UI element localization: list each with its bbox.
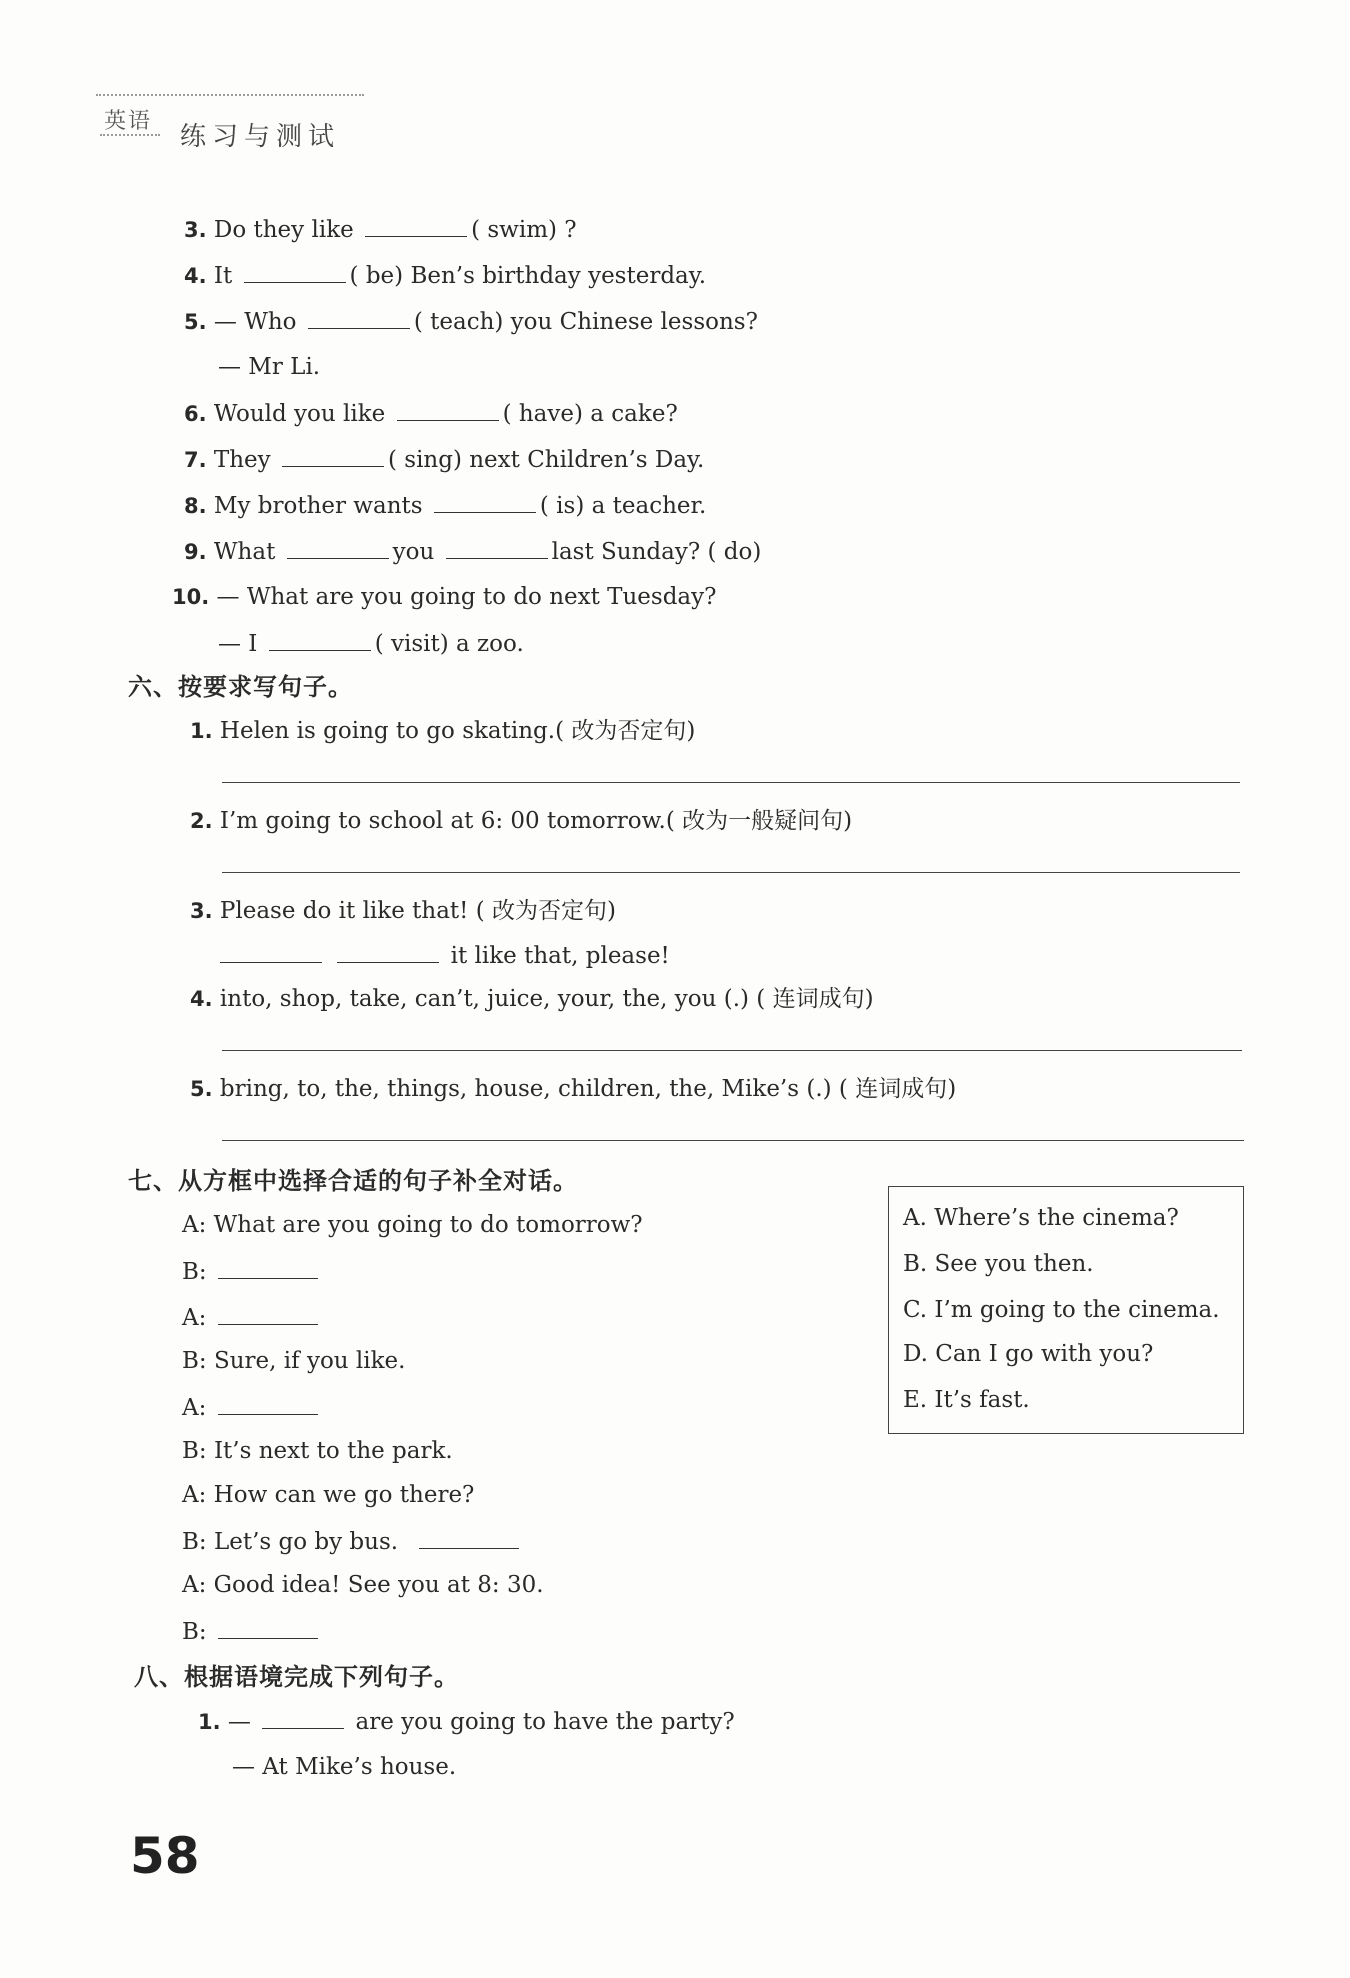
exercise-item: 8. My brother wants ( is) a teacher. bbox=[184, 490, 706, 521]
option-b: B. See you then. bbox=[903, 1251, 1094, 1277]
header-divider bbox=[96, 94, 364, 96]
dialog-line: A: How can we go there? bbox=[182, 1482, 475, 1508]
answer-blank[interactable] bbox=[365, 214, 467, 237]
exercise-item: 7. They ( sing) next Children’s Day. bbox=[184, 444, 704, 475]
options-box bbox=[888, 1186, 1244, 1434]
exercise-item: 9. What you last Sunday? ( do) bbox=[184, 536, 761, 567]
answer-line[interactable] bbox=[222, 872, 1240, 873]
answer-blank[interactable] bbox=[282, 444, 384, 467]
subject-tag: 英语 bbox=[104, 109, 153, 134]
exercise-item: 1. Helen is going to go skating.( 改为否定句) bbox=[190, 718, 696, 744]
answer-blank[interactable] bbox=[308, 306, 410, 329]
exercise-item: 3. Please do it like that! ( 改为否定句) bbox=[190, 898, 616, 924]
exercise-answer: — At Mike’s house. bbox=[232, 1754, 457, 1780]
subject-tag-underline bbox=[100, 134, 160, 136]
answer-blank[interactable] bbox=[269, 628, 371, 651]
exercise-item: 5. bring, to, the, things, house, children, the, Mike’s (.) ( 连词成句) bbox=[190, 1076, 957, 1102]
exercise-item: 4. It ( be) Ben’s birthday yesterday. bbox=[184, 260, 706, 291]
exercise-item: 1. — are you going to have the party? bbox=[198, 1706, 735, 1737]
header-title: 练习与测试 bbox=[180, 122, 341, 152]
answer-line[interactable] bbox=[222, 1050, 1242, 1051]
answer-blank[interactable] bbox=[434, 490, 536, 513]
dialog-line: A: Good idea! See you at 8: 30. bbox=[182, 1572, 544, 1598]
dialog-line: B: bbox=[182, 1616, 322, 1647]
answer-blank[interactable] bbox=[397, 398, 499, 421]
answer-blank[interactable] bbox=[218, 1616, 318, 1639]
exercise-answer: — I ( visit) a zoo. bbox=[218, 628, 524, 659]
answer-blank[interactable] bbox=[218, 1392, 318, 1415]
dialog-line: A: bbox=[182, 1392, 322, 1423]
section7-title: 七、从方框中选择合适的句子补全对话。 bbox=[128, 1166, 578, 1195]
exercise-item: 2. I’m going to school at 6: 00 tomorrow.( 改为一般疑问句) bbox=[190, 808, 853, 834]
exercise-item: 3. Do they like ( swim) ? bbox=[184, 214, 577, 245]
answer-blank[interactable] bbox=[218, 1302, 318, 1325]
answer-blank[interactable] bbox=[287, 536, 389, 559]
section6-title: 六、按要求写句子。 bbox=[128, 672, 353, 701]
exercise-item: 10. — What are you going to do next Tuesday? bbox=[172, 584, 717, 610]
exercise-item: 5. — Who ( teach) you Chinese lessons? bbox=[184, 306, 758, 337]
dialog-line: A: What are you going to do tomorrow? bbox=[182, 1212, 643, 1238]
page-number: 58 bbox=[130, 1827, 200, 1885]
option-c: C. I’m going to the cinema. bbox=[903, 1297, 1220, 1323]
answer-line[interactable] bbox=[222, 782, 1240, 783]
answer-blank[interactable] bbox=[446, 536, 548, 559]
section8-title: 八、根据语境完成下列句子。 bbox=[134, 1662, 459, 1691]
answer-blank[interactable] bbox=[220, 940, 322, 963]
dialog-line: B: bbox=[182, 1256, 322, 1287]
answer-blank[interactable] bbox=[337, 940, 439, 963]
option-a: A. Where’s the cinema? bbox=[903, 1205, 1179, 1231]
exercise-item: 6. Would you like ( have) a cake? bbox=[184, 398, 678, 429]
exercise-answer: — Mr Li. bbox=[218, 354, 321, 380]
exercise-fill: it like that, please! bbox=[220, 940, 670, 971]
answer-line[interactable] bbox=[222, 1140, 1244, 1141]
dialog-line: B: Let’s go by bus. bbox=[182, 1526, 523, 1557]
answer-blank[interactable] bbox=[262, 1706, 344, 1729]
answer-blank[interactable] bbox=[218, 1256, 318, 1279]
dialog-line: A: bbox=[182, 1302, 322, 1333]
option-d: D. Can I go with you? bbox=[903, 1341, 1154, 1367]
option-e: E. It’s fast. bbox=[903, 1387, 1030, 1413]
answer-blank[interactable] bbox=[244, 260, 346, 283]
exercise-item: 4. into, shop, take, can’t, juice, your, the, you (.) ( 连词成句) bbox=[190, 986, 874, 1012]
dialog-line: B: It’s next to the park. bbox=[182, 1438, 453, 1464]
answer-blank[interactable] bbox=[419, 1526, 519, 1549]
dialog-line: B: Sure, if you like. bbox=[182, 1348, 406, 1374]
